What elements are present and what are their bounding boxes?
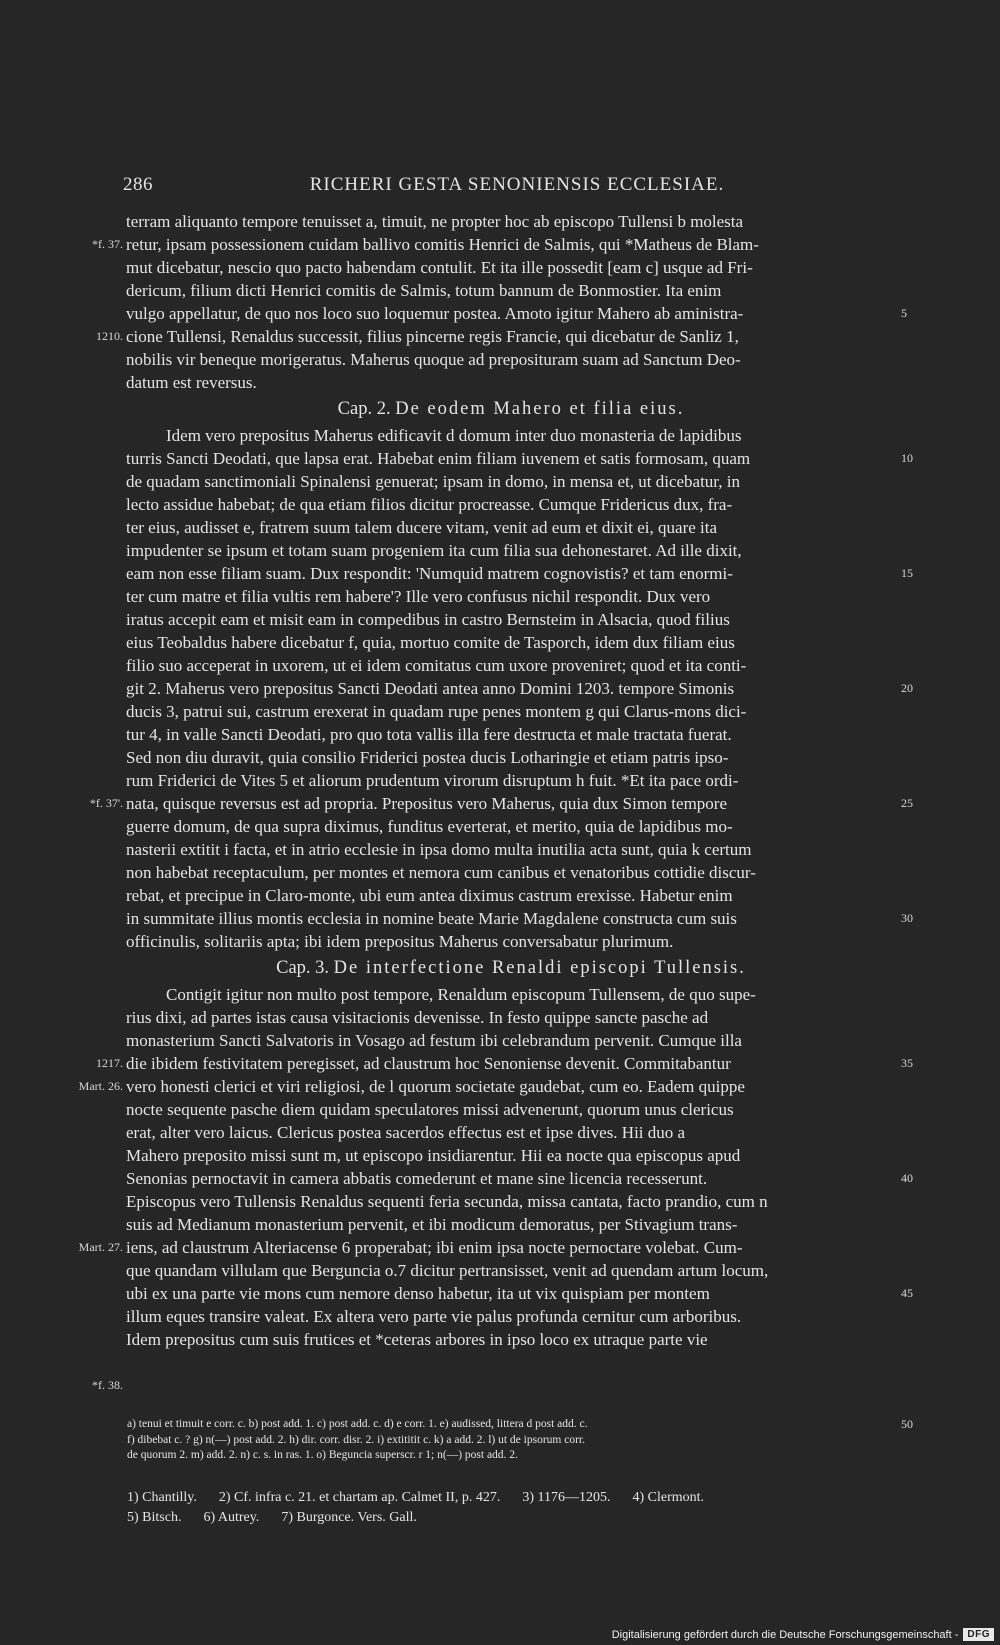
footer-credit <box>612 1628 994 1641</box>
paragraph-block <box>126 210 896 394</box>
line-number: 40 <box>901 1171 913 1185</box>
footnote: 2) Cf. infra c. 21. et chartam ap. Calmet II, p. 427. <box>218 1490 501 1505</box>
line-number: 50 <box>901 1417 913 1431</box>
folio-marker: 1210. <box>96 329 123 343</box>
text-line: mut dicebatur, nescio quo pacto habendam contulit. Et ita ille possedit [eam c] usque ad Fri- <box>126 258 753 277</box>
footer-text: Digitalisierung gefördert durch die Deutsche Forschungsgemeinschaft - <box>611 1628 959 1641</box>
line-number: 10 <box>901 451 913 465</box>
text-line: Senonias pernoctavit in camera abbatis comederunt et mane sine licencia recesserunt. <box>126 1169 708 1188</box>
folio-marker: Mart. 27. <box>78 1240 123 1254</box>
folio-marker: *f. 37. <box>92 237 123 251</box>
line-number: 25 <box>901 796 913 810</box>
footnote: 6) Autrey. <box>203 1510 260 1525</box>
chapter-heading <box>126 394 896 424</box>
text-line: Idem prepositus cum suis frutices et *ceteras arbores in ipso loco ex utraque parte vie <box>126 1330 708 1349</box>
page-number: 286 <box>123 174 153 195</box>
text-line: illum eques transire valeat. Ex altera vero parte vie palus profunda cernitur cum arboribus. <box>126 1307 742 1326</box>
folio-marker: Mart. 26. <box>78 1079 123 1093</box>
text-line: monasterium Sancti Salvatoris in Vosago ad festum ibi celebrandum pervenit. Cumque illa <box>126 1031 742 1050</box>
text-line: impudenter se ipsum et totam suam progeniem ita cum filia sua dehonestaret. Ad ille dixit, <box>126 541 742 560</box>
text-line: in summitate illius montis ecclesia in nomine beate Marie Magdalene constructa cum suis <box>126 909 737 928</box>
text-line: vero honesti clerici et viri religiosi, de l quorum societate gaudebat, cum eo. Eadem quippe <box>126 1077 745 1096</box>
text-line: Idem vero prepositus Maherus edificavit d domum inter duo monasteria de lapidibus <box>166 426 742 445</box>
text-line: de quadam sanctimoniali Spinalensi genuerat; ipsam in domo, in mensa et, ut dicebatur, in <box>126 472 741 491</box>
text-line: guerre domum, de qua supra diximus, funditus everterat, et merito, quia de lapidibus mo- <box>126 817 733 836</box>
text-line: eam non esse filiam suam. Dux respondit: 'Numquid matrem cognovistis? et tam enormi- <box>126 564 733 583</box>
folio-marker: *f. 38. <box>92 1378 123 1392</box>
text-line: rius dixi, ad partes istas causa visitacionis devenisse. In festo quippe sancte pasche ad <box>126 1008 709 1027</box>
text-line: nasterii extitit i facta, et in atrio ecclesie in ipsa domo multa inutilia acta sunt, quia k certum <box>126 840 752 859</box>
text-line: erat, alter vero laicus. Clericus postea sacerdos effectus est et ipse dives. Hii duo a <box>126 1123 686 1142</box>
text-line: que quandam villulam que Berguncia o.7 dicitur pertransisset, venit ad quendam artum locum, <box>126 1261 769 1280</box>
page-header <box>123 174 911 202</box>
footnote: 3) 1176—1205. <box>522 1490 611 1505</box>
text-line: Contigit igitur non multo post tempore, Renaldum episcopum Tullensem, de quo supe- <box>166 985 756 1004</box>
chapter-heading <box>126 953 896 983</box>
text-line: vulgo appellatur, de quo nos loco suo loquemur postea. Amoto igitur Mahero ab aministra- <box>126 304 744 323</box>
text-line: cione Tullensi, Renaldus successit, filius pincerne regis Francie, qui dicebatur de Sanliz 1, <box>126 327 739 346</box>
text-line: ter cum matre et filia vultis rem habere'? Ille vero confusus nichil respondit. Dux vero <box>126 587 711 606</box>
text-line: git 2. Maherus vero prepositus Sancti Deodati antea anno Domini 1203. tempore Simonis <box>126 679 735 698</box>
text-line: ducis 3, patrui sui, castrum erexerat in quadam rupe penes montem g qui Clarus-mons dici- <box>126 702 747 721</box>
footnote: 7) Burgonce. Vers. Gall. <box>281 1510 417 1525</box>
folio-marker: *f. 37'. <box>89 796 123 810</box>
text-line: ter eius, audisset e, fratrem suum talem ducere vitam, venit ad eum et dixit ei, quare ita <box>126 518 718 537</box>
critical-note-line: de quorum 2. m) add. 2. n) c. s. in ras. 1. o) Beguncia superscr. r 1; n(—) post add. 2. <box>127 1449 518 1461</box>
text-line: lecto assidue habebat; de qua etiam filios dicitur procreasse. Cumque Fridericus dux, fra- <box>126 495 733 514</box>
footnote: 4) Clermont. <box>632 1490 705 1505</box>
text-line: nobilis vir beneque morigeratus. Maherus quoque ad preposituram suam ad Sanctum Deo- <box>126 350 741 369</box>
line-number: 30 <box>901 911 913 925</box>
text-line: Sed non diu duravit, quia consilio Friderici postea ducis Lotharingie et etiam patris ipso- <box>126 748 729 767</box>
footnote: 5) Bitsch. <box>127 1510 182 1525</box>
text-line: Mahero preposito missi sunt m, ut episcopo insidiarentur. Hii ea nocte qua episcopus apud <box>126 1146 741 1165</box>
text-line: turris Sancti Deodati, que lapsa erat. Habebat enim filiam iuvenem et satis formosam, quam <box>126 449 751 468</box>
note-row <box>127 1488 897 1508</box>
text-line: non habebat receptaculum, per montes et nemora cum canibus et venatoribus cottidie discur- <box>126 863 756 882</box>
note-row <box>127 1508 897 1528</box>
text-line: officinulis, solitariis apta; ibi idem prepositus Maherus conversabatur plurimum. <box>126 932 674 951</box>
text-line: tur 4, in valle Sancti Deodati, pro quo tota vallis illa fere destructa et male tractata fuerat. <box>126 725 732 744</box>
text-line: rebat, et precipue in Claro-monte, ubi eum antea diximus castrum erexisse. Habetur enim <box>126 886 733 905</box>
line-number: 45 <box>901 1286 913 1300</box>
critical-note-line: a) tenui et timuit e corr. c. b) post add. 1. c) post add. c. d) e corr. 1. e) audissed, littera d post add. c. <box>127 1418 588 1430</box>
line-number: 20 <box>901 681 913 695</box>
running-title: RICHERI GESTA SENONIENSIS ECCLESIAE. <box>309 174 725 195</box>
explanatory-notes <box>127 1488 897 1528</box>
line-number: 5 <box>901 306 907 320</box>
critical-note-line: f) dibebat c. ? g) n(—) post add. 2. h) dir. corr. disr. 2. i) extititit c. k) a add. 2. l) ut de ipsorum corr. <box>127 1433 585 1446</box>
text-line: Episcopus vero Tullensis Renaldus sequenti feria secunda, missa cantata, facto prandio, cum n <box>126 1192 768 1211</box>
text-line: filio suo acceperat in uxorem, ut ei idem comitatus cum uxore proveniret; quod et ita conti- <box>126 656 747 675</box>
paragraph-block <box>126 983 896 1351</box>
text-line: iens, ad claustrum Alteriacense 6 properabat; ibi enim ipsa nocte pernoctare volebat. Cum- <box>126 1238 743 1257</box>
text-line: rum Friderici de Vites 5 et aliorum prudentum virorum disruptum h fuit. *Et ita pace ordi- <box>126 771 739 790</box>
text-line: suis ad Medianum monasterium pervenit, et ibi modicum demoratus, per Stivagium trans- <box>126 1215 738 1234</box>
text-line: iratus accepit eam et misit eam in compedibus in castro Bernsteim in Alsacia, quod filius <box>126 610 730 629</box>
text-line: retur, ipsam possessionem cuidam ballivo comitis Henrici de Salmis, qui *Matheus de Blam- <box>126 235 759 254</box>
text-line: eius Teobaldus habere dicebatur f, quia, mortuo comite de Tasporch, idem dux filiam eius <box>126 633 735 652</box>
chapter-prefix: Cap. 3. <box>276 958 330 978</box>
chapter-prefix: Cap. 2. <box>337 399 391 419</box>
text-line: die ibidem festivitatem peregisset, ad claustrum hoc Senoniense devenit. Commitabantur <box>126 1054 731 1073</box>
chapter-title: De eodem Mahero et filia eius. <box>395 399 685 419</box>
text-line: terram aliquanto tempore tenuisset a, timuit, ne propter hoc ab episcopo Tullensi b molesta <box>126 212 744 231</box>
dfg-logo: DFG <box>963 1628 994 1641</box>
paragraph-block <box>126 424 896 953</box>
text-line: dericum, filium dicti Henrici comitis de Salmis, totum bannum de Bonmostier. Ita enim <box>126 281 722 300</box>
chapter-title: De interfectione Renaldi episcopi Tullensis. <box>333 958 746 978</box>
main-text <box>126 210 896 1351</box>
text-line: nata, quisque reversus est ad propria. Prepositus vero Maherus, quia dux Simon tempore <box>126 794 728 813</box>
line-number: 15 <box>901 566 913 580</box>
line-number: 35 <box>901 1056 913 1070</box>
folio-marker: 1217. <box>96 1056 123 1070</box>
footnote: 1) Chantilly. <box>127 1490 197 1505</box>
text-line: nocte sequente pasche diem quidam speculatores missi advenerunt, quorum unus clericus <box>126 1100 734 1119</box>
text-line: datum est reversus. <box>126 373 257 392</box>
critical-apparatus <box>127 1417 913 1464</box>
text-line: ubi ex una parte vie mons cum nemore denso habetur, ita ut vix quispiam per montem <box>126 1284 710 1303</box>
